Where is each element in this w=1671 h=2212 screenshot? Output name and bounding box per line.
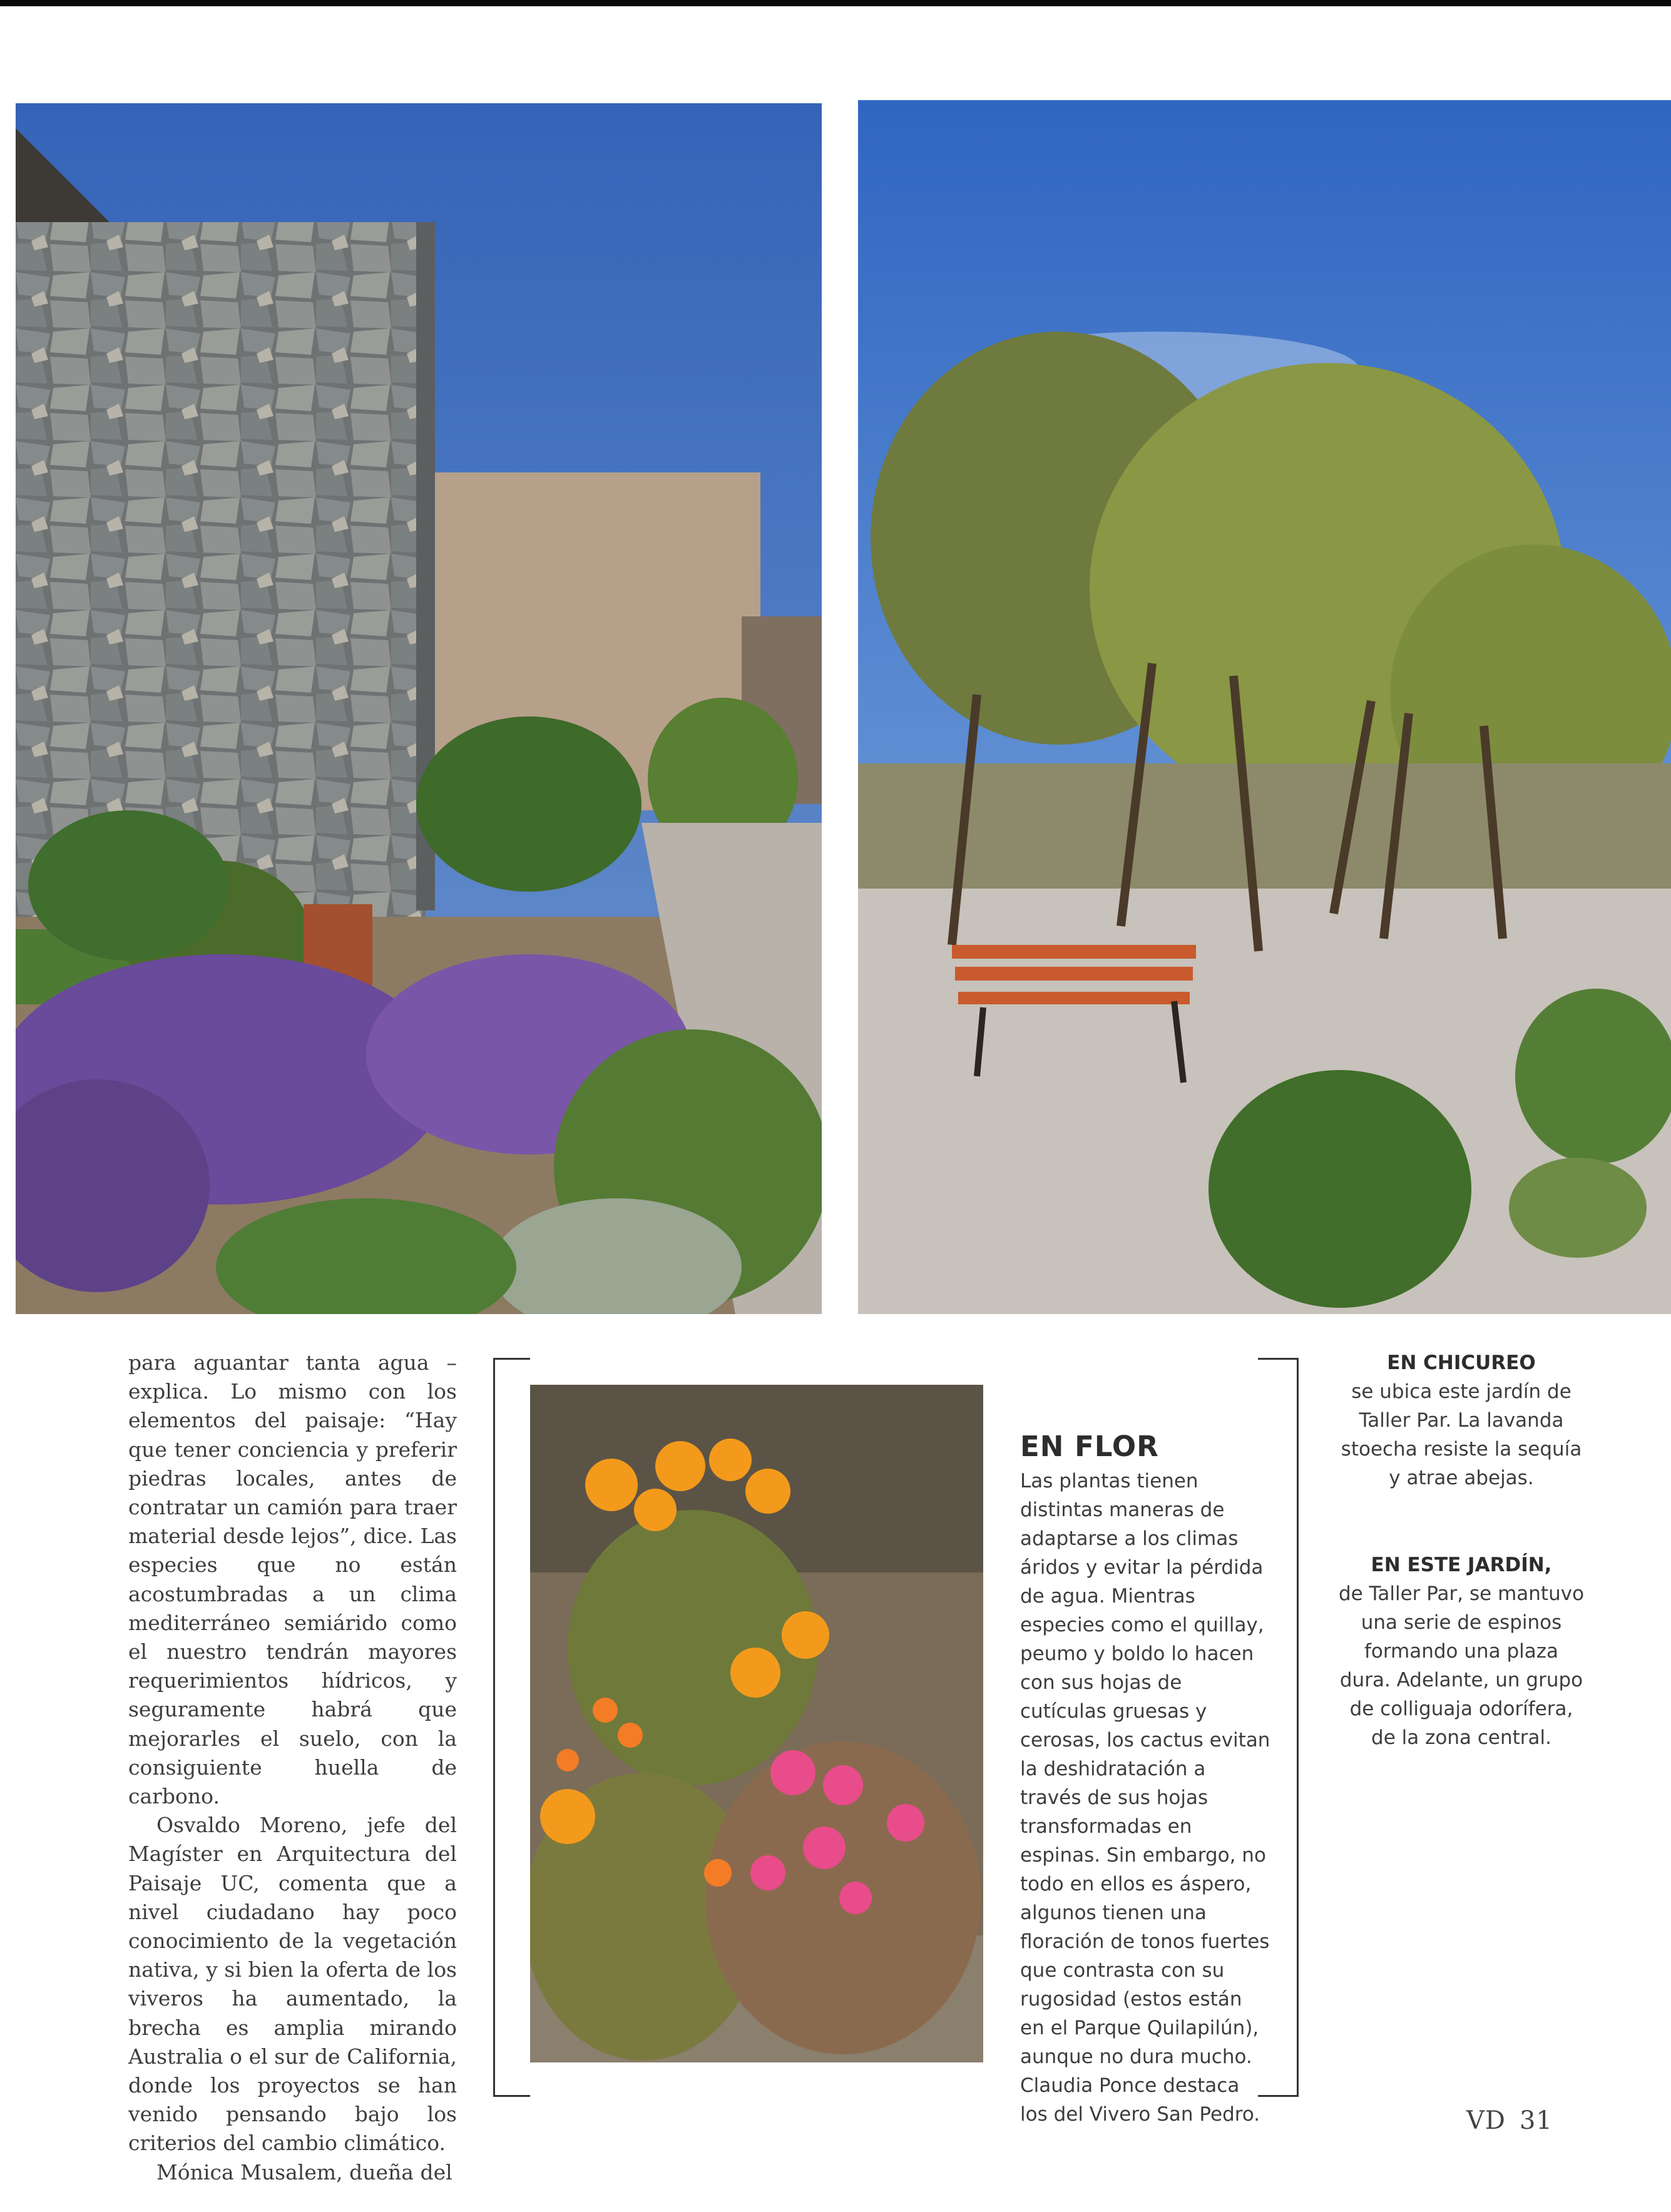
sidebar-text: Las plantas tienen distintas maneras de adaptarse a los climas áridos y evitar la pérdida de agua. Mientras especies como el quillay, peumo y boldo lo hacen con sus hojas de cutículas gruesas y cerosas, los cactus evitan la deshidratación a través de sus hojas transformadas en espinas. Sin embargo, no todo en ellos es áspero, algunos tienen una floración de tonos fuertes que contrasta con su rugosidad (estos están en el Parque Quilapilún), aunque no dura mucho. Claudia Ponce destaca los del Vivero San Pedro. <box>1020 1470 1270 2126</box>
caption-text: de Taller Par, se mantuvo una serie de espinos formando una plaza dura. Adelante, un grupo de colliguaja odorífera, de la zona central. <box>1338 1583 1585 1749</box>
cactus-flowers-photo <box>530 1385 983 2062</box>
sidebar-en-flor <box>1020 1430 1270 2129</box>
magazine-name: VD <box>1466 2106 1506 2135</box>
sidebar-title: EN FLOR <box>1020 1430 1159 1463</box>
caption-lead: EN CHICUREO <box>1387 1352 1536 1374</box>
body-text-column <box>128 1348 457 2187</box>
photo-caption-chicureo <box>1336 1348 1587 1492</box>
sidebar-frame-left-bracket <box>493 1358 530 2097</box>
caption-lead: EN ESTE JARDÍN, <box>1371 1554 1552 1576</box>
page-top-border <box>0 0 1671 6</box>
photo-caption-este-jardin <box>1336 1551 1587 1752</box>
body-paragraph-3: Mónica Musalem, dueña del <box>156 2159 452 2184</box>
page-folio <box>1466 2106 1553 2135</box>
garden-photo-stone-wall <box>16 103 822 1314</box>
page-number: 31 <box>1519 2106 1553 2135</box>
body-paragraph-1: para aguantar tanta agua –explica. Lo mismo con los elementos del paisaje: “Hay que tener conciencia y preferir piedras locales, antes de contratar un camión para traer material desde lejos”, dice. Las especies que no están acostumbradas a un clima mediterráneo semiárido como el nuestro tendrán mayores requerimientos hídricos, y seguramente habrá que mejorarles el suelo, con la consiguiente huella de carbono. <box>128 1350 457 1809</box>
body-paragraph-2: Osvaldo Moreno, jefe del Magíster en Arquitectura del Paisaje UC, comenta que a nivel ciudadano hay poco conocimiento de la vegetación nativa, y si bien la oferta de los viveros ha aumentado, la brecha es amplia mirando Australia o el sur de California, donde los proyectos se han venido pensando bajo los criterios del cambio climático. <box>128 1813 457 2156</box>
caption-text: se ubica este jardín de Taller Par. La lavanda stoecha resiste la sequía y atrae abejas. <box>1341 1380 1582 1489</box>
garden-photo-espinos-plaza <box>858 100 1671 1314</box>
